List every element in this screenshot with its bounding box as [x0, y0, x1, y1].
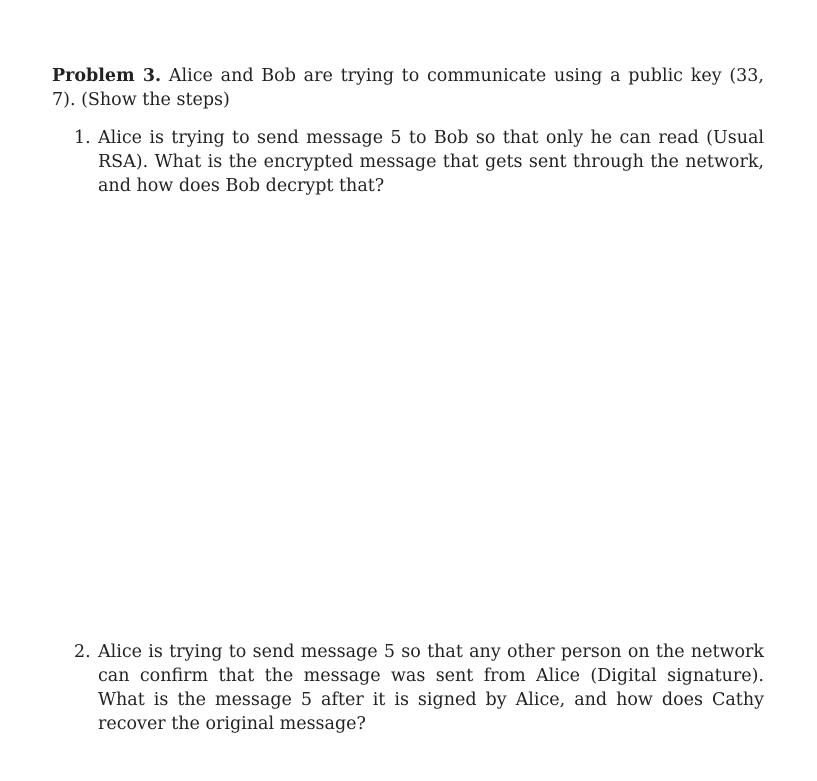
question-number: 1.	[74, 128, 91, 148]
problem-intro: Alice and Bob are trying to communicate using a public key (33, 7). (Show the steps)	[52, 66, 764, 110]
problem-header	[52, 64, 764, 112]
problem-title: Problem 3.	[52, 66, 162, 86]
question-text: Alice is trying to send message 5 to Bob so that only he can read (Usual RSA). What is the encrypted message that gets sent through the network, and how does Bob decrypt that?	[98, 128, 764, 196]
question-item-2	[74, 640, 764, 736]
question-number: 2.	[74, 642, 91, 662]
question-text: Alice is trying to send message 5 so that any other person on the network can confirm that the message was sent from Alice (Digital signature). What is the message 5 after it is signed by Alice, and how does Cathy recover the original message?	[98, 642, 764, 734]
question-item-1	[74, 126, 764, 198]
